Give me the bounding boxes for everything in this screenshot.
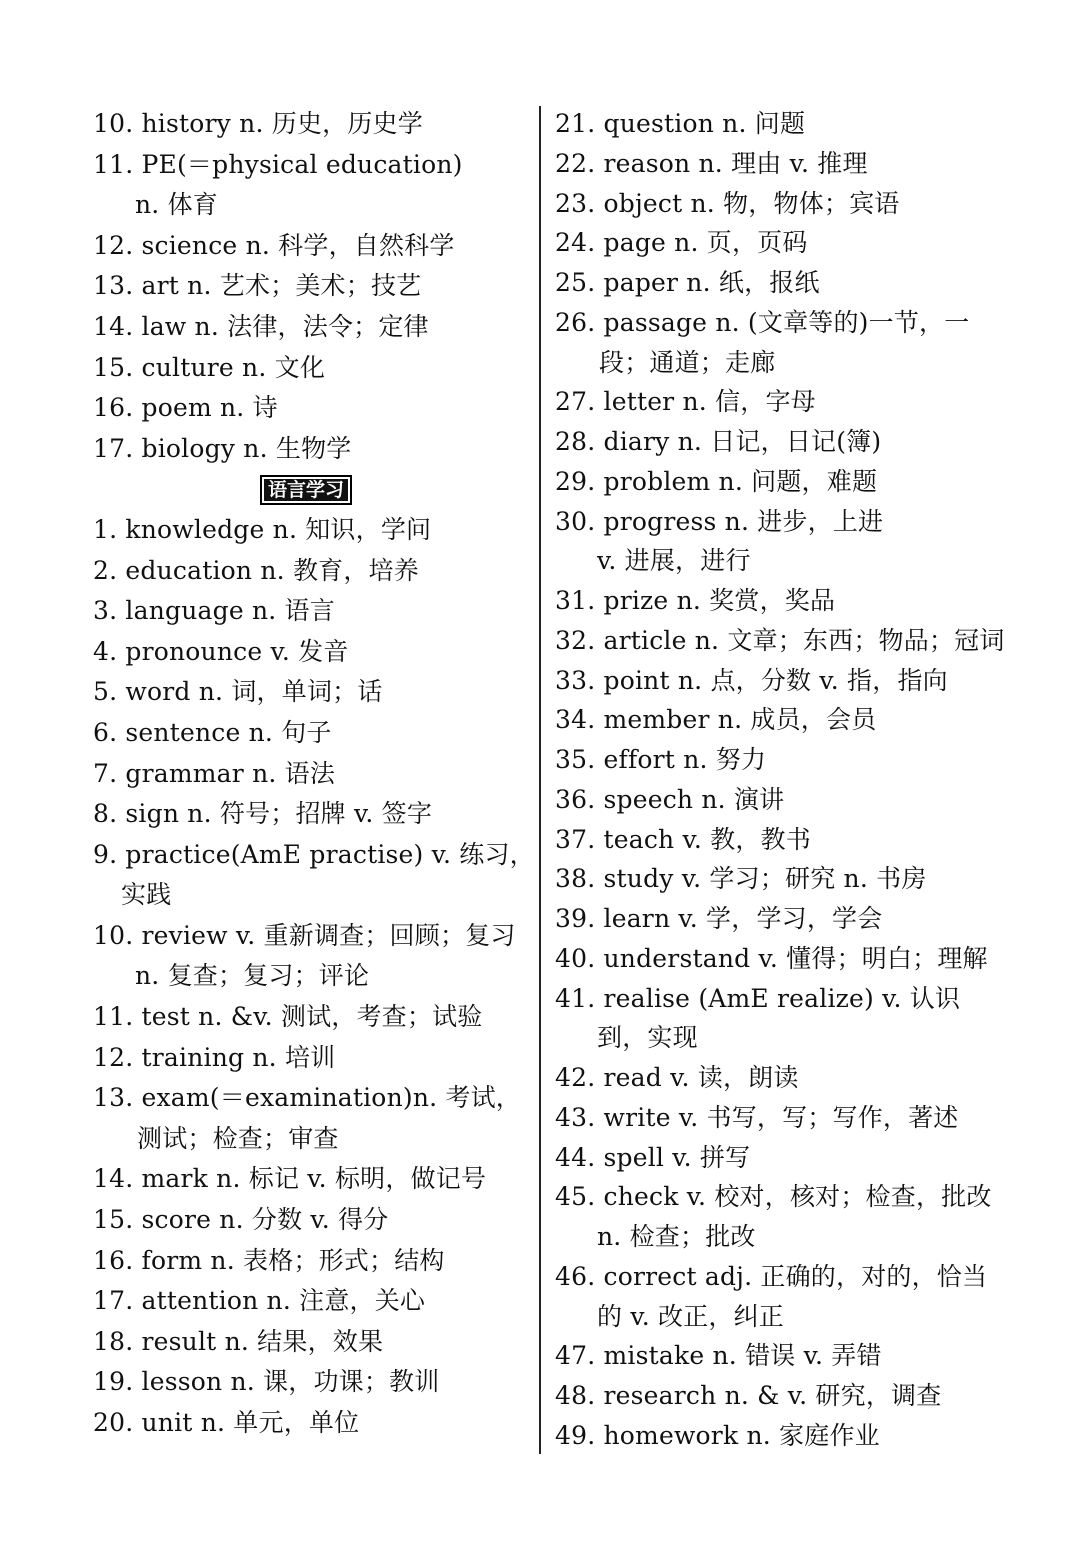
vocab-entry: 38. study v. 学习；研究 n. 书房 <box>555 864 927 894</box>
vocab-entry: 6. sentence n. 句子 <box>93 717 332 747</box>
vocab-entry: 14. law n. 法律，法令；定律 <box>93 311 429 341</box>
column-divider <box>539 106 541 1454</box>
vocab-entry: 13. exam(＝examination)n. 考试， <box>93 1083 522 1113</box>
vocab-entry: 17. biology n. 生物学 <box>93 433 352 463</box>
vocab-entry: 20. unit n. 单元，单位 <box>93 1408 360 1437</box>
vocab-entry: 31. prize n. 奖赏，奖品 <box>555 586 836 615</box>
vocab-entry: 37. teach v. 教，教书 <box>555 824 811 854</box>
vocab-entry: 32. article n. 文章；东西；物品；冠词 <box>555 625 1005 655</box>
vocab-entry: 15. culture n. 文化 <box>93 352 326 382</box>
vocab-entry: 33. point n. 点，分数 v. 指，指向 <box>555 665 948 695</box>
vocab-entry-continuation: n. 复查；复习；评论 <box>135 961 370 991</box>
vocab-entry: 15. score n. 分数 v. 得分 <box>93 1205 389 1235</box>
section-header-row <box>93 469 533 510</box>
vocab-entry-continuation: 测试；检查；审查 <box>137 1123 339 1153</box>
vocab-entry: 36. speech n. 演讲 <box>555 784 785 814</box>
vocab-entry: 43. write v. 书写，写；写作，著述 <box>555 1102 959 1132</box>
vocab-entry: 7. grammar n. 语法 <box>93 758 336 788</box>
vocab-entry: 29. problem n. 问题，难题 <box>555 466 878 496</box>
vocab-entry: 48. research n. & v. 研究，调查 <box>555 1381 942 1410</box>
right-column <box>555 104 1005 1456</box>
vocab-entry: 40. understand v. 懂得；明白；理解 <box>555 943 988 973</box>
vocab-entry-continuation: 的 v. 改正，纠正 <box>597 1301 784 1331</box>
vocab-entry: 12. training n. 培训 <box>93 1042 336 1072</box>
left-column <box>93 104 533 1444</box>
vocab-entry: 12. science n. 科学，自然科学 <box>93 230 455 260</box>
vocab-entry: 28. diary n. 日记，日记(簿) <box>555 427 882 456</box>
vocab-entry: 26. passage n. (文章等的)一节，一 <box>555 307 970 337</box>
vocab-entry: 3. language n. 语言 <box>93 596 335 626</box>
vocab-entry: 25. paper n. 纸，报纸 <box>555 268 820 297</box>
vocab-entry-continuation: 段；通道；走廊 <box>599 347 776 377</box>
vocab-entry: 14. mark n. 标记 v. 标明，做记号 <box>93 1164 487 1194</box>
vocab-entry: 44. spell v. 拼写 <box>555 1142 751 1172</box>
vocab-entry: 5. word n. 词，单词；话 <box>93 677 383 707</box>
vocab-entry: 23. object n. 物，物体；宾语 <box>555 188 900 218</box>
vocab-entry: 24. page n. 页，页码 <box>555 228 808 258</box>
vocab-entry: 1. knowledge n. 知识，学问 <box>93 514 432 544</box>
vocab-entry-continuation: n. 检查；批改 <box>597 1222 756 1251</box>
vocab-entry: 11. PE(＝physical education) <box>93 149 463 179</box>
vocab-entry: 47. mistake n. 错误 v. 弄错 <box>555 1341 882 1371</box>
vocab-entry: 46. correct adj. 正确的，对的，恰当 <box>555 1261 988 1291</box>
vocab-entry: 8. sign n. 符号；招牌 v. 签字 <box>93 799 433 829</box>
vocab-entry: 41. realise (AmE realize) v. 认识 <box>555 983 961 1013</box>
vocab-entry: 10. review v. 重新调查；回顾；复习 <box>93 920 516 950</box>
vocab-entry: 11. test n. &v. 测试，考查；试验 <box>93 1002 483 1032</box>
vocab-entry-continuation: 实践 <box>121 880 172 910</box>
vocab-entry: 13. art n. 艺术；美术；技艺 <box>93 271 422 301</box>
vocab-entry: 49. homework n. 家庭作业 <box>555 1420 880 1450</box>
vocab-entry: 39. learn v. 学，学习，学会 <box>555 904 883 933</box>
vocab-entry: 2. education n. 教育，培养 <box>93 555 419 585</box>
vocab-entry: 17. attention n. 注意，关心 <box>93 1286 426 1316</box>
vocab-entry: 19. lesson n. 课，功课；教训 <box>93 1367 440 1397</box>
section-title: 语言学习 <box>261 476 351 504</box>
vocab-entry: 30. progress n. 进步，上进 <box>555 506 884 536</box>
vocab-entry: 21. question n. 问题 <box>555 109 806 138</box>
vocab-entry: 42. read v. 读，朗读 <box>555 1063 799 1092</box>
vocab-entry: 34. member n. 成员，会员 <box>555 705 877 735</box>
vocab-entry: 27. letter n. 信，字母 <box>555 387 816 417</box>
vocab-entry: 10. history n. 历史，历史学 <box>93 109 423 138</box>
vocab-entry: 45. check v. 校对，核对；检查，批改 <box>555 1182 992 1212</box>
vocab-entry-continuation: v. 进展，进行 <box>597 546 751 576</box>
vocab-entry: 35. effort n. 努力 <box>555 745 767 774</box>
vocab-entry: 22. reason n. 理由 v. 推理 <box>555 148 868 178</box>
vocab-entry: 16. form n. 表格；形式；结构 <box>93 1245 445 1275</box>
vocab-entry: 16. poem n. 诗 <box>93 393 278 423</box>
vocab-entry: 18. result n. 结果，效果 <box>93 1326 384 1356</box>
vocab-entry: 4. pronounce v. 发音 <box>93 636 349 666</box>
vocab-entry-continuation: 到，实现 <box>597 1023 698 1053</box>
vocab-entry-continuation: n. 体育 <box>135 190 218 220</box>
vocab-entry: 9. practice(AmE practise) v. 练习， <box>93 839 535 869</box>
